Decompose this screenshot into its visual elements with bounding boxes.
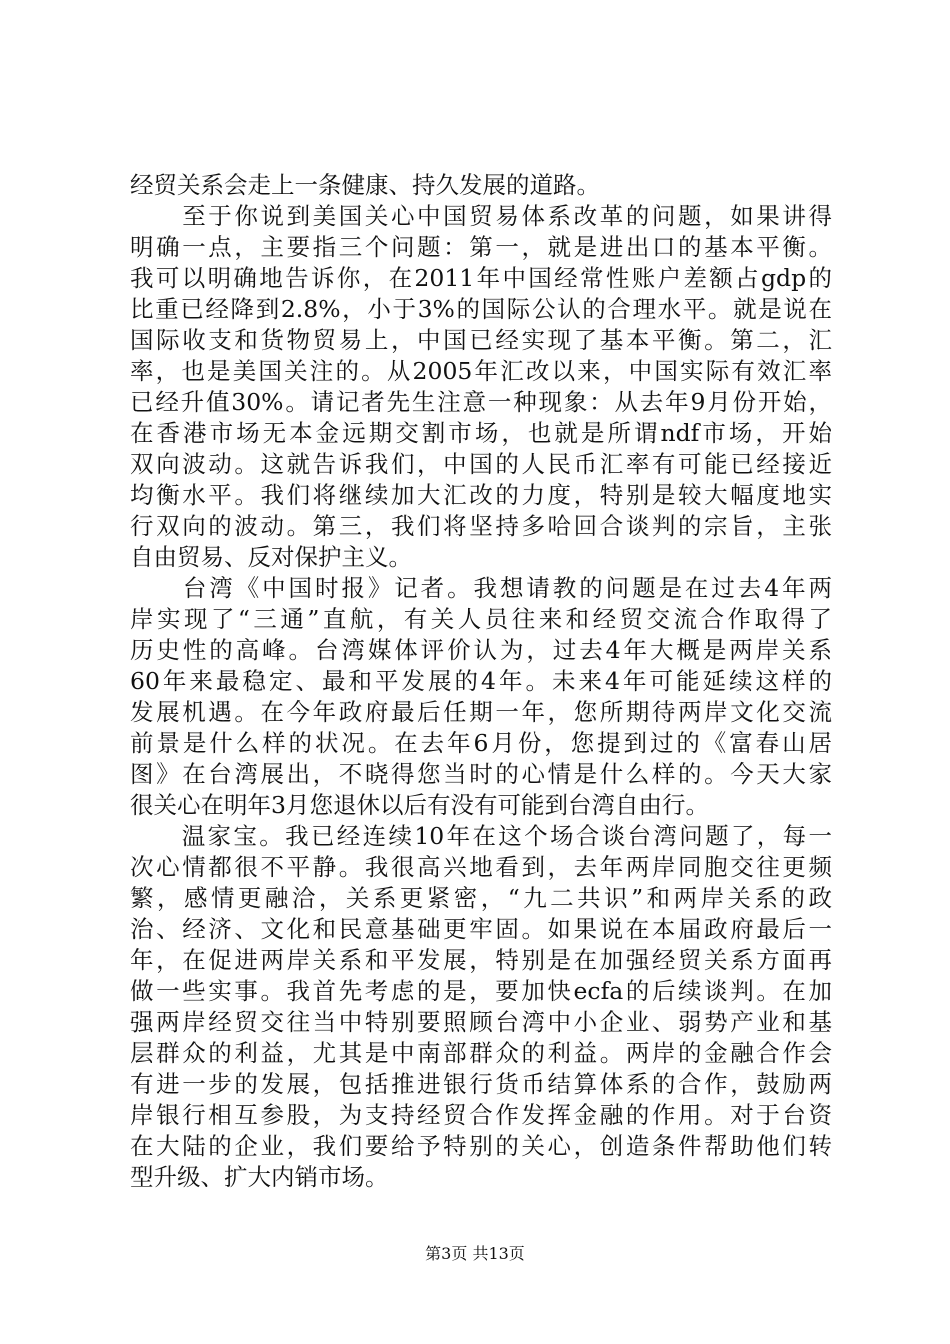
text-line: 治、经济、文化和民意基础更牢固。如果说在本届政府最后一 <box>130 915 832 943</box>
text-line: 均衡水平。我们将继续加大汇改的力度，特别是较大幅度地实 <box>130 481 832 509</box>
text-line: 发展机遇。在今年政府最后任期一年，您所期待两岸文化交流 <box>130 698 832 726</box>
text-line: 图》在台湾展出，不晓得您当时的心情是什么样的。今天大家 <box>130 760 832 788</box>
text-line: 60年来最稳定、最和平发展的4年。未来4年可能延续这样的 <box>130 667 832 695</box>
text-line: 在香港市场无本金远期交割市场，也就是所谓ndf市场，开始 <box>130 419 832 447</box>
text-line: 型升级、扩大内销市场。 <box>130 1163 389 1191</box>
text-line: 在大陆的企业，我们要给予特别的关心，创造条件帮助他们转 <box>130 1132 832 1160</box>
text-line: 岸银行相互参股，为支持经贸合作发挥金融的作用。对于台资 <box>130 1101 832 1129</box>
page-footer: 第3页 共13页 <box>425 1244 525 1263</box>
body-text <box>130 170 832 1193</box>
text-line: 行双向的波动。第三，我们将坚持多哈回合谈判的宗旨，主张 <box>130 512 832 540</box>
text-line: 明确一点，主要指三个问题：第一，就是进出口的基本平衡。 <box>130 233 832 261</box>
text-line: 前景是什么样的状况。在去年6月份，您提到过的《富春山居 <box>130 729 832 757</box>
text-line: 自由贸易、反对保护主义。 <box>130 543 412 571</box>
text-line: 国际收支和货物贸易上，中国已经实现了基本平衡。第二，汇 <box>130 326 832 354</box>
text-line: 至于你说到美国关心中国贸易体系改革的问题，如果讲得 <box>130 202 832 230</box>
text-line: 层群众的利益，尤其是中南部群众的利益。两岸的金融合作会 <box>130 1039 832 1067</box>
text-line: 历史性的高峰。台湾媒体评价认为，过去4年大概是两岸关系 <box>130 636 832 664</box>
text-line: 温家宝。我已经连续10年在这个场合谈台湾问题了，每一 <box>130 822 832 850</box>
text-line: 台湾《中国时报》记者。我想请教的问题是在过去4年两 <box>130 574 832 602</box>
text-line: 岸实现了“三通”直航，有关人员往来和经贸交流合作取得了 <box>130 605 832 633</box>
text-line: 有进一步的发展，包括推进银行货币结算体系的合作，鼓励两 <box>130 1070 832 1098</box>
text-line: 繁，感情更融洽，关系更紧密，“九二共识”和两岸关系的政 <box>130 884 832 912</box>
text-line: 次心情都很不平静。我很高兴地看到，去年两岸同胞交往更频 <box>130 853 832 881</box>
text-line: 年，在促进两岸关系和平发展，特别是在加强经贸关系方面再 <box>130 946 832 974</box>
text-line: 做一些实事。我首先考虑的是，要加快ecfa的后续谈判。在加 <box>130 977 832 1005</box>
text-line: 比重已经降到2.8%，小于3%的国际公认的合理水平。就是说在 <box>130 295 832 323</box>
text-line: 双向波动。这就告诉我们，中国的人民币汇率有可能已经接近 <box>130 450 832 478</box>
text-line: 强两岸经贸交往当中特别要照顾台湾中小企业、弱势产业和基 <box>130 1008 832 1036</box>
text-line: 率，也是美国关注的。从2005年汇改以来，中国实际有效汇率 <box>130 357 832 385</box>
text-line: 我可以明确地告诉你，在2011年中国经常性账户差额占gdp的 <box>130 264 832 292</box>
text-line: 很关心在明年3月您退休以后有没有可能到台湾自由行。 <box>130 791 709 819</box>
text-line: 已经升值30%。请记者先生注意一种现象：从去年9月份开始， <box>130 388 832 416</box>
text-line: 经贸关系会走上一条健康、持久发展的道路。 <box>130 171 600 199</box>
